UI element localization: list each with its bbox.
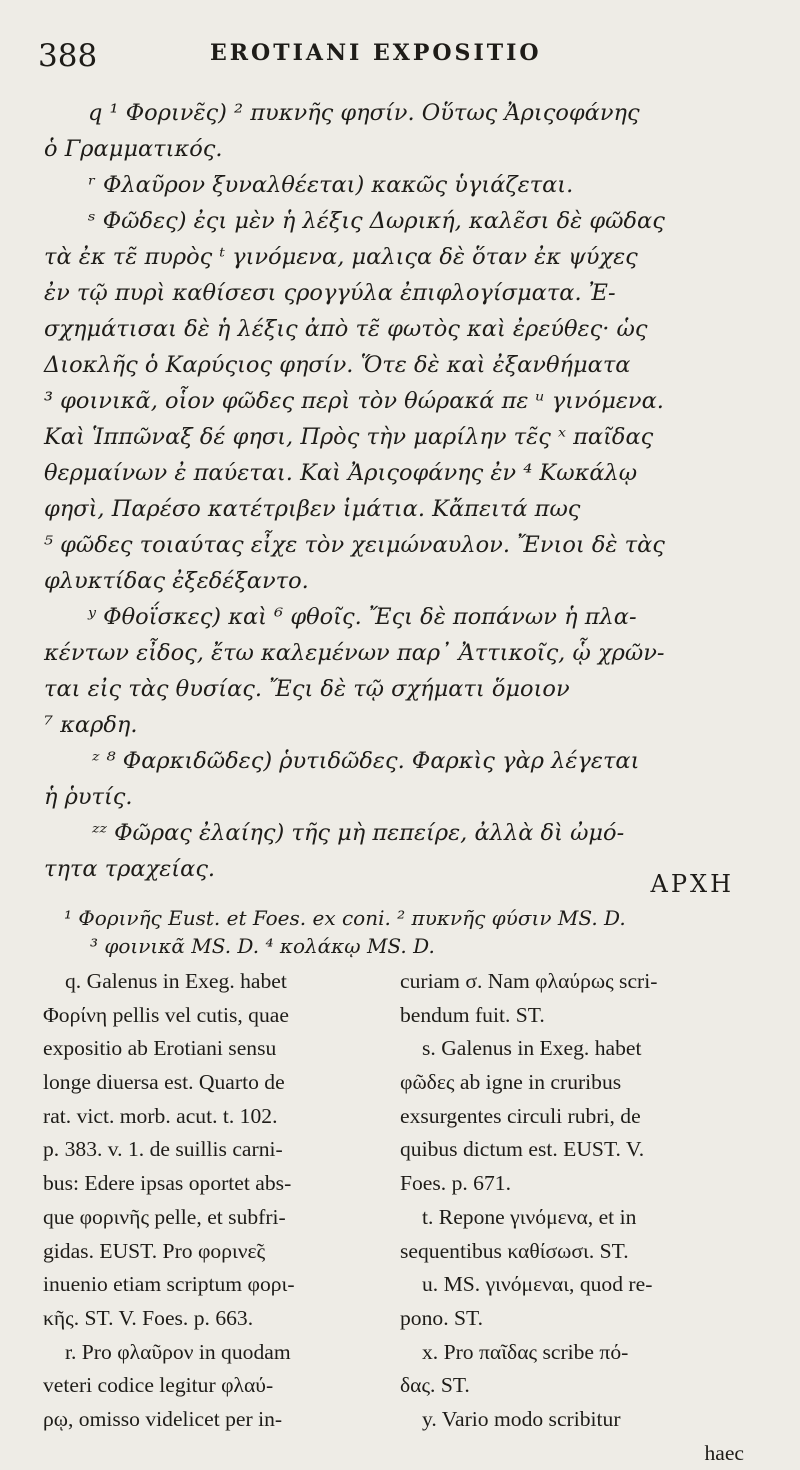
note-line: Foes. p. 671. [400,1171,511,1196]
note-line: x. Pro παῖδας scribe πό- [422,1339,629,1364]
main-line: Καὶ Ἱππῶναξ δέ φησι, Πρὸς τὴν μαρίλην τε̃ς ˣ παῖδας [44,424,654,450]
note-line: r. Pro φλαῦρον in quodam [65,1339,291,1364]
note-line: s. Galenus in Exeg. habet [422,1036,642,1061]
main-line: ˢ Φῶδες) ἐςι μὲν ἡ λέξις Δωρική, καλε̃σι δὲ φῶδας [88,208,665,234]
note-line: haec [704,1440,744,1465]
main-line: φησὶ, Παρέσο κατέτριβεν ἱμάτια. Κἄπειτά πως [44,496,581,522]
main-line: ται εἰς τὰς θυσίας. Ἔςι δὲ τῷ σχήματι ὅμοιον [44,676,570,702]
note-line: expositio ab Erotiani sensu [43,1036,277,1061]
main-line: Διοκλῆς ὁ Καρύςιος φησίν. Ὅτε δὲ καὶ ἐξανθήματα [44,352,631,378]
note-line: gidas. EUST. Pro φορινε̃ς [43,1238,266,1263]
note-line: q. Galenus in Exeg. habet [65,969,287,993]
note-line: bendum fuit. ST. [400,1002,545,1027]
main-line: ἡ ῥυτίς. [44,784,133,810]
main-line: θερμαίνων ἐ παύεται. Καὶ Ἀριςοφάνης ἐν ⁴ Κωκάλῳ [44,460,638,486]
page-number: 388 [38,38,98,74]
variant-note: ¹ Φορινῆς Eust. et Foes. ex coni. ² πυκνῆς φύσιν MS. D. [64,906,626,930]
main-line: ἐν τῷ πυρὶ καθίσεσι ςρογγύλα ἐπιφλογίσματα. Ἐ- [44,280,616,306]
note-line: pono. ST. [400,1305,483,1330]
notes-left-column [43,965,378,1437]
note-line: u. MS. γινόμεναι, quod re- [422,1272,653,1297]
main-line: τητα τραχείας. [44,856,216,882]
running-title: EROTIANI EXPOSITIO [210,40,542,66]
note-line: sequentibus καθίσωσι. ST. [400,1238,629,1263]
variant-note: ³ φοινικᾶ MS. D. ⁴ κολάκῳ MS. D. [90,934,435,958]
note-line: Φορίνη pellis vel cutis, quae [43,1002,289,1027]
note-line: inuenio etiam scriptum φορι- [43,1272,295,1297]
note-line: longe diuersa est. Quarto de [43,1070,285,1095]
main-line: φλυκτίδας ἐξεδέξαντο. [44,568,309,594]
note-line: φῶδες ab igne in cruribus [400,1070,622,1095]
note-line: bus: Edere ipsas oportet abs- [43,1171,292,1196]
note-line: ρῳ, omisso videlicet per in- [43,1406,283,1431]
note-line: veteri codice legitur φλαύ- [43,1373,274,1398]
note-line: δας. ST. [400,1373,470,1398]
note-line: quibus dictum est. EUST. V. [400,1137,645,1162]
main-line: ⁷ καρδη. [44,712,138,738]
note-line: y. Vario modo scribitur [422,1406,621,1431]
main-line: ³ φοινικᾶ, οἷον φῶδες περὶ τὸν θώρακά πε ᵘ γινόμενα. [44,388,664,414]
main-line: q ¹ Φορινε̃ς) ² πυκνῆς φησίν. Οὕτως Ἀριςοφάνης [88,100,640,126]
main-line: τὰ ἐκ τε̃ πυρὸς ᵗ γινόμενα, μαλιςα δὲ ὅταν ἐκ ψύχες [44,244,638,270]
note-line: t. Repone γινόμενα, et in [422,1204,637,1229]
main-line: σχημάτισαι δὲ ἡ λέξις ἀπὸ τε̃ φωτὸς καὶ ἐρεύθες· ὡς [44,316,648,342]
note-line: que φορινῆς pelle, et subfri- [43,1204,286,1229]
main-line: ὁ Γραμματικός. [44,136,223,162]
note-line: rat. vict. morb. acut. t. 102. [43,1103,278,1128]
note-line: κῆς. ST. V. Foes. p. 663. [43,1305,254,1330]
main-line: ʳ Φλαῦρον ξυναλθέεται) κακῶς ὑγιάζεται. [88,172,574,198]
catchword: ΑΡΧΗ [650,870,734,898]
note-line: p. 383. v. 1. de suillis carni- [43,1137,283,1162]
main-line: ᶻᶻ Φῶρας ἐλαίης) τῆς μὴ πεπείρε, ἀλλὰ δὶ ὠμό- [92,820,625,846]
note-line: curiam σ. Nam φλαύρως scri- [400,969,658,993]
main-line: ᶻ ⁸ Φαρκιδῶδες) ῥυτιδῶδες. Φαρκὶς γὰρ λέγεται [92,748,640,774]
note-line: exsurgentes circuli rubri, de [400,1103,641,1128]
notes-right-column [400,965,744,1470]
main-line: ⁵ φῶδες τοιαύτας εἶχε τὸν χειμώναυλον. Ἔνιοι δὲ τὰς [44,532,665,558]
main-line: ʸ Φθοΐσκες) καὶ ⁶ φθοῖς. Ἔςι δὲ ποπάνων ἡ πλα- [88,604,637,630]
main-line: κέντων εἶδος, ἔτω καλεμένων παρ᾽ Ἀττικοῖς, ᾧ χρῶν- [44,640,665,666]
